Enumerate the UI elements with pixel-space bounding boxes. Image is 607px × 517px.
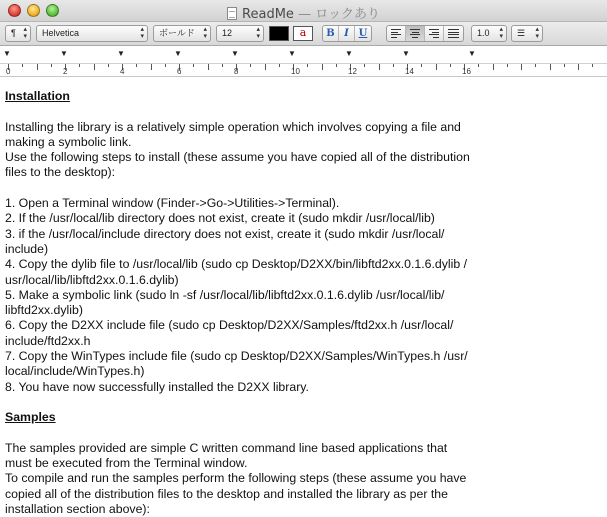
line-spacing-popup[interactable] [471,25,507,42]
document-icon [227,7,237,20]
document-text[interactable] [5,89,475,517]
ruler-tick [393,64,394,67]
bold-button[interactable]: B [323,26,339,41]
paragraph-styles-popup[interactable] [5,25,31,42]
title-bar [0,0,607,22]
section-heading: Samples [5,410,56,425]
tab-stop-marker[interactable]: ▼ [174,49,182,58]
ruler-tick [79,64,80,67]
section-heading: Installation [5,89,70,103]
alignment-segments [386,25,464,42]
ruler-number: 12 [348,67,357,76]
ruler-tick [521,64,522,70]
ruler-tick [550,64,551,70]
font-family-popup[interactable] [36,25,148,42]
ruler-tick [493,64,494,70]
ruler-tick [37,64,38,70]
align-left-icon [391,29,401,39]
ruler-tick [151,64,152,70]
paragraph: Use the following steps to install (these assume you have copied all of the distribution files to the desktop): [5,150,474,180]
paragraph: 7. Copy the WinTypes include file (sudo cp Desktop/D2XX/Samples/WinTypes.h /usr/ local/include/WinTypes.h) [5,349,472,379]
paragraph: The samples provided are simple C written command line based applications that must be executed from the Terminal window. [5,440,451,471]
ruler-tick [592,64,593,67]
paragraph: 5. Make a symbolic link (sudo ln -sf /usr/local/lib/libftd2xx.0.1.6.dylib /usr/local/lib/ libftd2xx.dylib) [5,287,448,318]
ruler-number: 4 [120,67,125,76]
ruler-tick [307,64,308,67]
ruler-tick [336,64,337,67]
document-area[interactable] [0,78,607,517]
popup-arrows-icon: ▴ ▾ [203,26,207,40]
ruler-tick [136,64,137,67]
paragraph: 6. Copy the D2XX include file (sudo cp Desktop/D2XX/Samples/ftd2xx.h /usr/local/ include/ftd2xx.h [5,318,457,348]
ruler-tick [564,64,565,67]
tab-stop-marker[interactable]: ▼ [231,49,239,58]
text-color-well[interactable] [269,26,289,41]
ruler-number: 10 [291,67,300,76]
list-icon: ☰ [517,28,526,38]
ruler-tick [436,64,437,70]
line-spacing-value: 1.0 [477,28,490,38]
ruler-number: 8 [234,67,239,76]
ruler-tick [22,64,23,67]
ruler-tick [265,64,266,70]
font-family-value: Helvetica [42,28,80,38]
ruler-number: 6 [177,67,182,76]
ruler[interactable] [0,47,607,77]
paragraph: 3. if the /usr/local/include directory does not exist, create it (sudo mkdir /usr/local/ include) [5,226,448,256]
ruler-tick [379,64,380,70]
popup-arrows-icon: ▴ ▾ [23,26,27,40]
ruler-tick [535,64,536,67]
ruler-tick [507,64,508,67]
paragraph: 4. Copy the dylib file to /usr/local/lib (sudo cp Desktop/D2XX/bin/libftd2xx.0.1.6.dylib / usr/local/lib/libftd2xx.0.1.6.dylib) [5,257,471,287]
ruler-tick [94,64,95,70]
list-style-popup[interactable] [511,25,543,42]
ruler-number: 14 [405,67,414,76]
blank-line [5,181,475,196]
ruler-tick [222,64,223,67]
first-line-indent-marker[interactable]: ▼ [3,49,11,58]
ruler-baseline [0,63,607,64]
tab-stop-marker[interactable]: ▼ [117,49,125,58]
font-size-value: 12 [222,28,233,38]
paragraph: 1. Open a Terminal window (Finder->Go->Utilities->Terminal). [5,196,340,211]
ruler-number: 16 [462,67,471,76]
justify-button[interactable] [444,26,463,41]
ruler-tick [364,64,365,67]
align-center-icon [410,29,420,39]
ruler-number: 2 [63,67,68,76]
format-toolbar [0,22,607,46]
right-margin-marker[interactable]: ▼ [468,49,476,58]
paragraph: To compile and run the samples perform the following steps (these assume you have copied all of the distribution files to the desktop and installed the library as per the installation section above): [5,471,470,517]
ruler-tick [322,64,323,70]
paragraph: 8. You have now successfully installed the D2XX library. [5,379,309,394]
ruler-tick [250,64,251,67]
popup-arrows-icon: ▴ ▾ [499,26,503,40]
text-style-segments [322,25,372,42]
justify-icon [448,29,459,39]
paragraph: 2. If the /usr/local/lib directory does not exist, create it (sudo mkdir /usr/local/lib) [5,211,435,226]
font-weight-value: ボールド [159,28,195,38]
italic-button[interactable]: I [339,26,355,41]
align-right-button[interactable] [425,26,444,41]
ruler-tick [478,64,479,67]
tab-stop-marker[interactable]: ▼ [60,49,68,58]
align-left-button[interactable] [387,26,406,41]
blank-line [5,395,475,410]
popup-arrows-icon: ▴ ▾ [535,26,539,40]
ruler-tick [165,64,166,67]
ruler-tick [450,64,451,67]
popup-arrows-icon: ▴ ▾ [256,26,260,40]
ruler-tick [279,64,280,67]
ruler-tick [108,64,109,67]
underline-button[interactable]: U [358,28,368,39]
paragraph-icon: ¶ [11,28,16,38]
font-weight-popup[interactable] [153,25,211,42]
blank-line [5,426,475,441]
ruler-tick [421,64,422,67]
lock-status-text: — ロックあり [298,7,380,22]
window-title [0,3,607,22]
tab-stop-marker[interactable]: ▼ [288,49,296,58]
align-center-button[interactable] [406,26,425,41]
align-right-icon [429,29,439,39]
blank-line [5,104,475,119]
paragraph: Installing the library is a relatively simple operation which involves copying a file and making a symbolic link. [5,119,465,149]
ruler-tick [578,64,579,70]
ruler-tick [51,64,52,67]
tab-stop-marker[interactable]: ▼ [345,49,353,58]
ruler-tick [208,64,209,70]
highlight-glyph: a [299,26,307,39]
ruler-number: 0 [6,67,11,76]
window-title-text: ReadMe [242,7,294,22]
popup-arrows-icon: ▴ ▾ [140,26,144,40]
tab-stop-marker[interactable]: ▼ [402,49,410,58]
highlight-color-well[interactable] [293,26,313,41]
font-size-combo[interactable] [216,25,264,42]
ruler-tick [193,64,194,67]
